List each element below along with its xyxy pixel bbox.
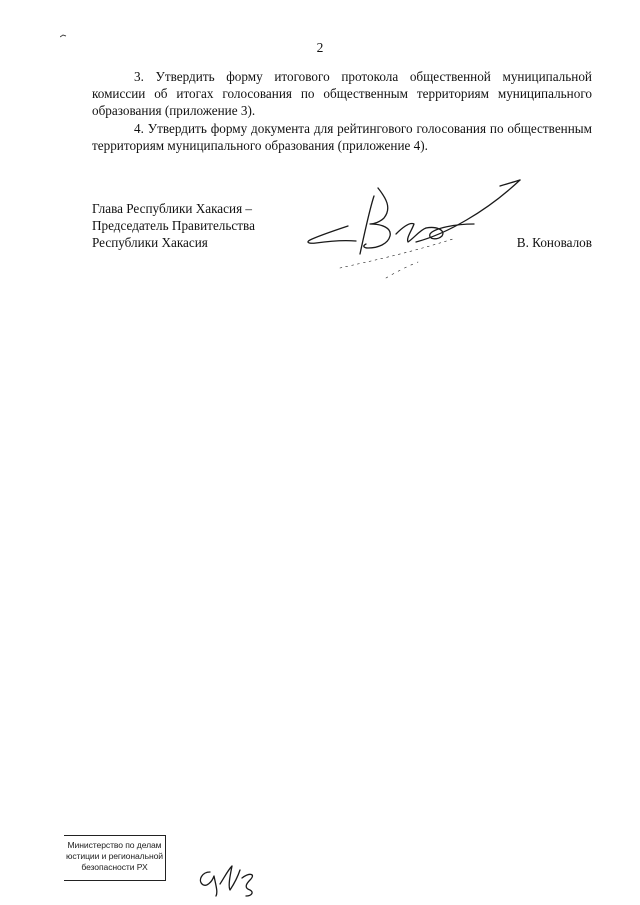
- stamp-line: Министерство по делам: [67, 840, 162, 850]
- signer-title-line: Глава Республики Хакасия –: [92, 201, 253, 216]
- stamp-line: безопасности РХ: [81, 862, 148, 872]
- scan-mark-icon: [60, 34, 68, 38]
- signer-title: [92, 200, 255, 252]
- stamp-line: юстиции и региональной: [66, 851, 163, 861]
- handwritten-initials: [194, 858, 264, 900]
- signer-name: В. Коновалов: [516, 235, 592, 250]
- signer-title-line: Республики Хакасия: [92, 235, 208, 251]
- signer-title-line: Председатель Правительства: [92, 218, 255, 234]
- body-text: [92, 68, 592, 154]
- paragraph-4: 4. Утвердить форму документа для рейтингового голосования по общественным территориям муниципального образования (приложение 4).: [92, 120, 592, 153]
- paragraph-3: 3. Утвердить форму итогового протокола общественной муниципальной комиссии об итогах голосования по общественным территориям муниципального образования (приложение 3).: [92, 69, 592, 119]
- page-number: 2: [316, 40, 324, 55]
- registration-stamp: [64, 835, 166, 881]
- signature-image: [296, 168, 526, 288]
